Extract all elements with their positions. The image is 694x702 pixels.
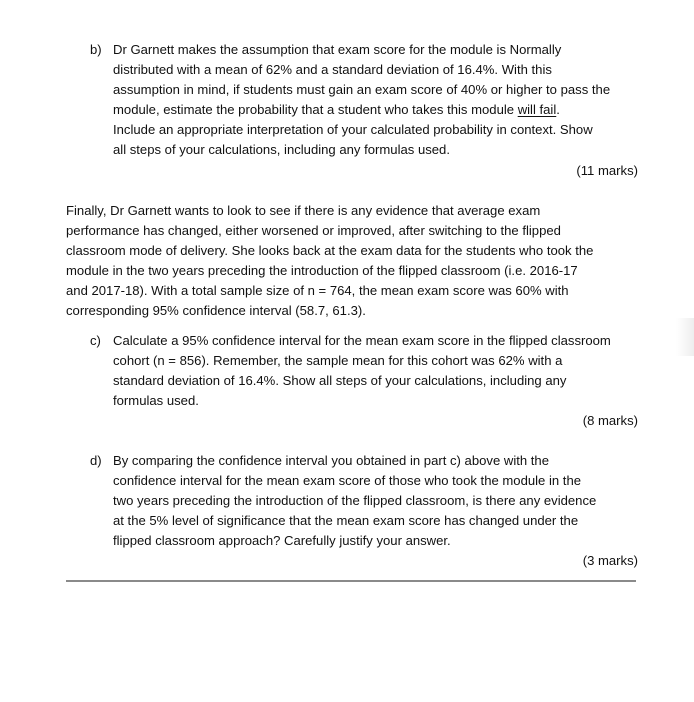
intro-line-1: Finally, Dr Garnett wants to look to see if there is any evidence that average exam [66, 203, 541, 218]
part-d-line-5: flipped classroom approach? Carefully justify your answer. [113, 533, 451, 548]
intro-line-3: classroom mode of delivery. She looks back at the exam data for the students who took the [66, 243, 594, 258]
part-b-emphasis: will fail [517, 102, 557, 117]
part-b-line-2: distributed with a mean of 62% and a standard deviation of 16.4%. With this [113, 62, 552, 77]
part-b-marks: (11 marks) [576, 163, 638, 178]
part-d-line-4: at the 5% level of significance that the mean exam score has changed under the [113, 513, 579, 528]
part-c-label: c) [90, 333, 101, 348]
part-c-line-1: Calculate a 95% confidence interval for the mean exam score in the flipped classroom [113, 333, 611, 348]
part-b-emphasis-period: . [556, 102, 560, 117]
part-c-marks: (8 marks) [582, 413, 638, 428]
part-b-line-4 [113, 100, 560, 120]
edge-shadow [676, 318, 694, 356]
part-d-marks: (3 marks) [582, 553, 638, 568]
part-d-line-1: By comparing the confidence interval you obtained in part c) above with the [113, 453, 549, 468]
part-d-label: d) [90, 453, 102, 468]
part-c-line-4: formulas used. [113, 393, 199, 408]
section-divider [66, 580, 636, 582]
part-b-line-6: all steps of your calculations, including any formulas used. [113, 142, 450, 157]
part-b-label: b) [90, 42, 102, 57]
intro-line-5: and 2017-18). With a total sample size of n = 764, the mean exam score was 60% with [66, 283, 569, 298]
intro-line-6: corresponding 95% confidence interval (58.7, 61.3). [66, 303, 366, 318]
part-c-line-3: standard deviation of 16.4%. Show all steps of your calculations, including any [113, 373, 567, 388]
part-b-line-5: Include an appropriate interpretation of your calculated probability in context. Show [113, 122, 593, 137]
part-c-line-2: cohort (n = 856). Remember, the sample mean for this cohort was 62% with a [113, 353, 563, 368]
part-d-line-3: two years preceding the introduction of the flipped classroom, is there any evidence [113, 493, 597, 508]
intro-line-4: module in the two years preceding the introduction of the flipped classroom (i.e. 2016-17 [66, 263, 578, 278]
part-b-line-1: Dr Garnett makes the assumption that exam score for the module is Normally [113, 42, 562, 57]
part-b-line-4-text: module, estimate the probability that a student who takes this module [113, 102, 518, 117]
part-b-line-3: assumption in mind, if students must gain an exam score of 40% or higher to pass the [113, 82, 611, 97]
part-d-line-2: confidence interval for the mean exam score of those who took the module in the [113, 473, 582, 488]
intro-line-2: performance has changed, either worsened or improved, after switching to the flipped [66, 223, 561, 238]
